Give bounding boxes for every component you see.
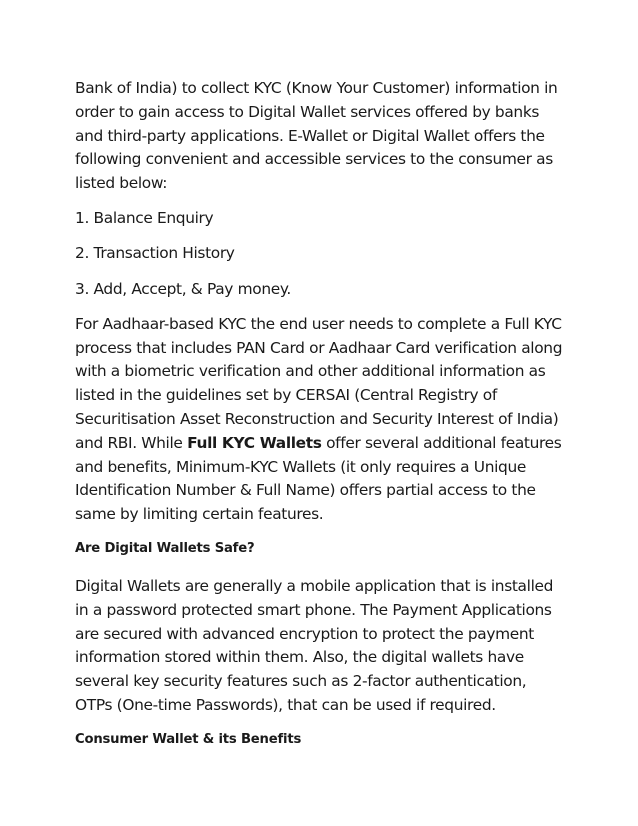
safety-paragraph: Digital Wallets are generally a mobile application that is installed in a password protected smart phone. The Payment Applications are secured with advanced encryption to protect the payment information stored within them. Also, the digital wallets have several key security features such as 2-factor authentication, OTPs (One-time Passwords), that can be used if required. — [75, 577, 554, 715]
list-item-balance-enquiry: 1. Balance Enquiry — [75, 208, 214, 227]
list-item-add-accept-pay: 3. Add, Accept, & Pay money. — [75, 279, 291, 298]
safety-heading: Are Digital Wallets Safe? — [75, 541, 255, 557]
kyc-paragraph-text-end: offer several additional features and benefits, Minimum-KYC Wallets (it only requires a Unique Identification Number & Full Name) offers partial access to the same by limiting certain features. — [75, 433, 562, 524]
document-page — [75, 77, 567, 766]
intro-paragraph: Bank of India) to collect KYC (Know Your Customer) information in order to gain access to Digital Wallet services offered by banks and third-party applications. E-Wallet or Digital Wallet offers the following convenient and accessible services to the consumer as listed below: — [75, 79, 558, 193]
list-item-transaction-history: 2. Transaction History — [75, 244, 235, 263]
kyc-paragraph — [75, 313, 567, 527]
kyc-paragraph-text-start: For Aadhaar-based KYC the end user needs to complete a Full KYC process that includes PAN Card or Aadhaar Card verification along with a biometric verification and other additional information as listed in the guidelines set by CERSAI (Central Registry of Securitisation Asset Reconstruction and Security Interest of India) and RBI. While — [75, 314, 563, 452]
benefits-heading: Consumer Wallet & its Benefits — [75, 731, 302, 747]
kyc-paragraph-bold-term: Full KYC Wallets — [187, 433, 322, 452]
